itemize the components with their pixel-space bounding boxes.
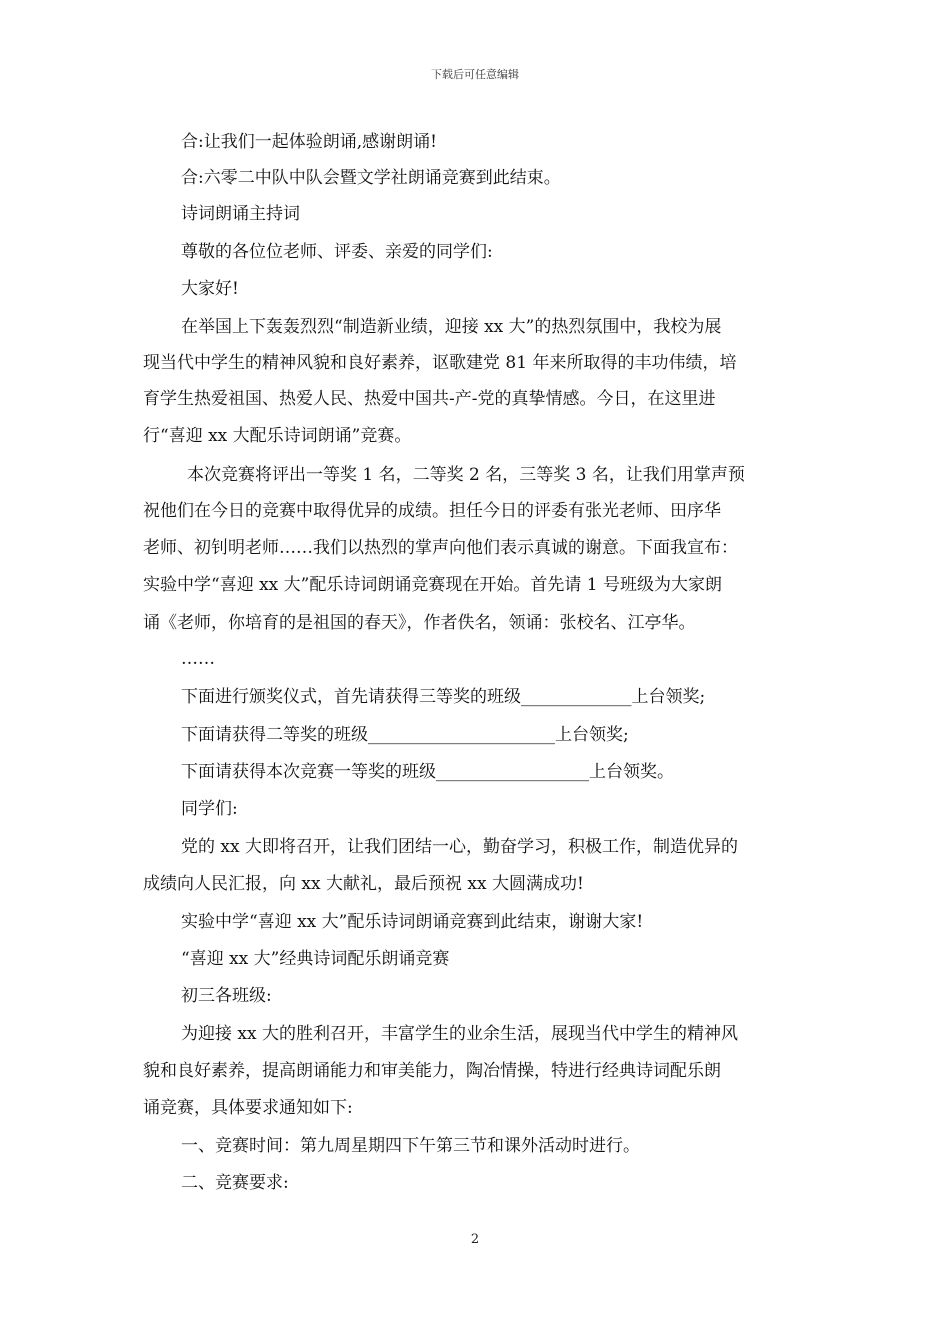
- paragraph-line: 老师、初钊明老师……我们以热烈的掌声向他们表示真诚的谢意。下面我宣布：: [143, 538, 738, 558]
- paragraph-line: 合:让我们一起体验朗诵,感谢朗诵!: [181, 132, 437, 152]
- paragraph-line: 大家好!: [181, 279, 239, 299]
- paragraph-line: 同学们:: [181, 799, 238, 819]
- paragraph-line: 合:六零二中队中队会暨文学社朗诵竞赛到此结束。: [181, 168, 561, 188]
- paragraph-line: 一、竞赛时间：第九周星期四下午第三节和课外活动时进行。: [181, 1136, 640, 1156]
- paragraph-line: 尊敬的各位位老师、评委、亲爱的同学们:: [181, 242, 493, 262]
- paragraph-line: 貌和良好素养，提高朗诵能力和审美能力，陶冶情操，特进行经典诗词配乐朗: [143, 1061, 721, 1081]
- page-number: 2: [470, 1232, 480, 1247]
- paragraph-line: 为迎接 xx 大的胜利召开，丰富学生的业余生活，展现当代中学生的精神风: [181, 1024, 738, 1044]
- paragraph-line: 下面进行颁奖仪式，首先请获得三等奖的班级_____________上台领奖;: [181, 687, 706, 707]
- paragraph-line: 现当代中学生的精神风貌和良好素养，讴歌建党 81 年来所取得的丰功伟绩，培: [143, 353, 737, 373]
- page-header: 下载后可任意编辑: [431, 68, 519, 81]
- paragraph-line: 党的 xx 大即将召开，让我们团结一心，勤奋学习，积极工作，制造优异的: [181, 837, 738, 857]
- paragraph-line: 下面请获得二等奖的班级______________________上台领奖;: [181, 725, 629, 745]
- paragraph-line: 本次竞赛将评出一等奖 1 名，二等奖 2 名，三等奖 3 名，让我们用掌声预: [187, 465, 745, 485]
- paragraph-line: 在举国上下轰轰烈烈“制造新业绩，迎接 xx 大”的热烈氛围中，我校为展: [181, 317, 722, 337]
- paragraph-line: 实验中学“喜迎 xx 大”配乐诗词朗诵竞赛到此结束，谢谢大家!: [181, 912, 644, 932]
- paragraph-line: 初三各班级:: [181, 986, 272, 1006]
- paragraph-line: 祝他们在今日的竞赛中取得优异的成绩。担任今日的评委有张光老师、田序华: [143, 501, 721, 521]
- paragraph-line: 二、竞赛要求:: [181, 1173, 289, 1193]
- paragraph-line: “喜迎 xx 大”经典诗词配乐朗诵竞赛: [181, 949, 450, 969]
- paragraph-line: 行“喜迎 xx 大配乐诗词朗诵”竞赛。: [143, 426, 412, 446]
- paragraph-line: 诗词朗诵主持词: [181, 204, 300, 224]
- paragraph-line: ……: [181, 649, 215, 669]
- paragraph-line: 成绩向人民汇报，向 xx 大献礼，最后预祝 xx 大圆满成功!: [143, 874, 584, 894]
- paragraph-line: 育学生热爱祖国、热爱人民、热爱中国共-产-党的真挚情感。今日，在这里进: [143, 389, 716, 409]
- paragraph-line: 诵《老师，你培育的是祖国的春天》，作者佚名，领诵：张校名、江亭华。: [143, 613, 696, 633]
- paragraph-line: 下面请获得本次竞赛一等奖的班级__________________上台领奖。: [181, 762, 674, 782]
- paragraph-line: 诵竞赛，具体要求通知如下:: [143, 1098, 353, 1118]
- paragraph-line: 实验中学“喜迎 xx 大”配乐诗词朗诵竞赛现在开始。首先请 1 号班级为大家朗: [143, 575, 722, 595]
